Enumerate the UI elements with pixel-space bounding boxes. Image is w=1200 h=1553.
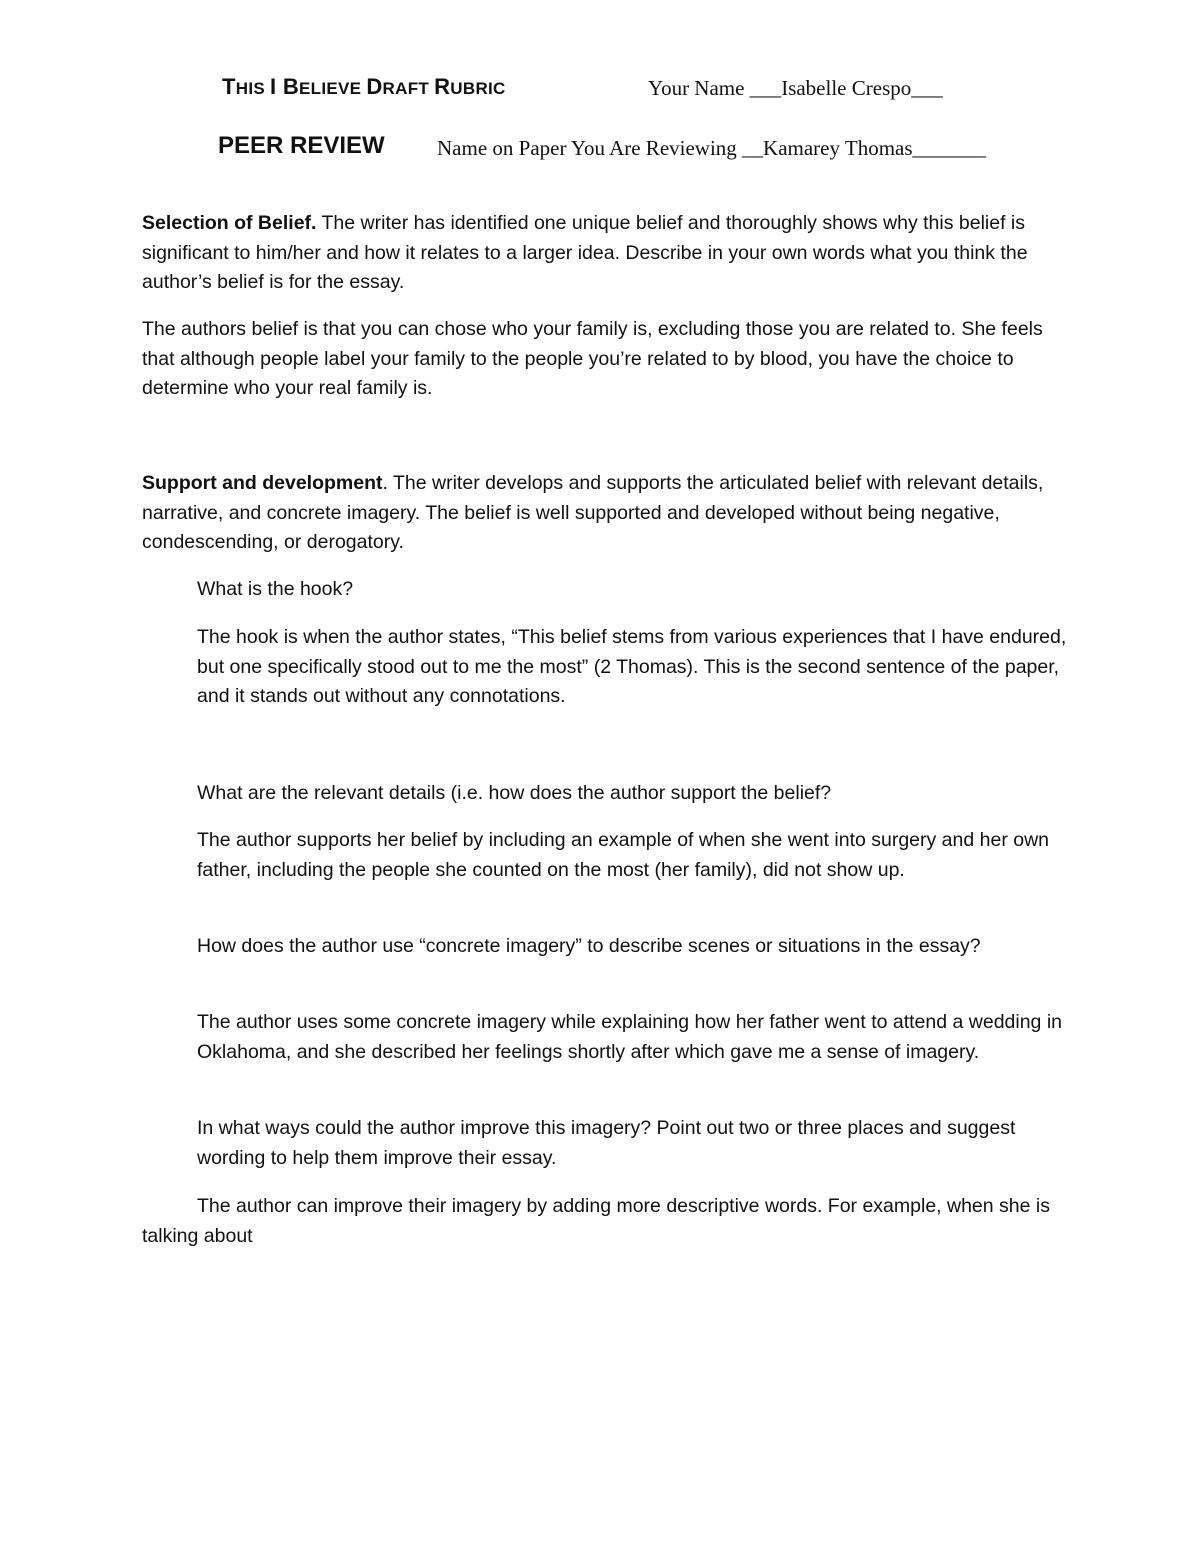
selection-prompt-text: The writer has identified one unique belief and thoroughly shows why this belief is significant to him/her and how it relates to a larger idea. Describe in your own words what you think the author’s belief is for the essay. — [142, 212, 1028, 293]
title-part: D — [366, 74, 383, 99]
title-part: HIS — [235, 79, 271, 98]
title-part: R — [434, 74, 451, 99]
improve-question: In what ways could the author improve this imagery? Point out two or three places and suggest wording to help them improve their essay. — [197, 1117, 1016, 1169]
selection-answer: The authors belief is that you can chose who your family is, excluding those you are related to. She feels that although people label your family to the people you’re related to by blood, you have the choice to determine who your real family is. — [142, 318, 1043, 399]
title-part: RAFT — [382, 79, 435, 98]
imagery-question: How does the author use “concrete imagery” to describe scenes or situations in the essay? — [197, 935, 981, 957]
title-part: I — [270, 74, 283, 99]
support-prompt-text: . The writer develops and supports the articulated belief with relevant details, narrative, and concrete imagery. The belief is well supported and developed without being negative, condescending, or derogatory. — [142, 472, 1044, 553]
title-part: ELIEVE — [299, 79, 367, 98]
selection-prompt — [142, 209, 1062, 298]
your-name-line: Your Name ___Isabelle Crespo___ — [648, 76, 943, 100]
details-question: What are the relevant details (i.e. how does the author support the belief? — [197, 782, 832, 804]
details-answer: The author supports her belief by including an example of when she went into surgery and her own father, including the people she counted on the most (her family), did not show up. — [197, 829, 1050, 881]
support-heading: Support and development — [142, 472, 383, 494]
imagery-answer: The author uses some concrete imagery while explaining how her father went to attend a wedding in Oklahoma, and she described her feelings shortly after which gave me a sense of imagery. — [197, 1011, 1062, 1063]
hook-question: What is the hook? — [197, 578, 354, 600]
reviewing-name-line: Name on Paper You Are Reviewing __Kamarey Thomas_______ — [437, 136, 987, 160]
improve-answer: The author can improve their imagery by adding more descriptive words. For example, when she is talking about — [142, 1195, 1050, 1247]
hook-answer: The hook is when the author states, “This belief stems from various experiences that I have endured, but one specifically stood out to me the most” (2 Thomas). This is the second sentence of the paper, and it stands out without any connotations. — [197, 626, 1067, 707]
title-part: B — [282, 74, 300, 99]
selection-heading: Selection of Belief. — [142, 212, 317, 234]
rubric-title — [222, 74, 506, 100]
title-part: UBRIC — [450, 79, 506, 98]
title-part: T — [222, 74, 236, 99]
support-prompt — [142, 469, 1062, 558]
peer-review-heading: PEER REVIEW — [218, 132, 385, 159]
